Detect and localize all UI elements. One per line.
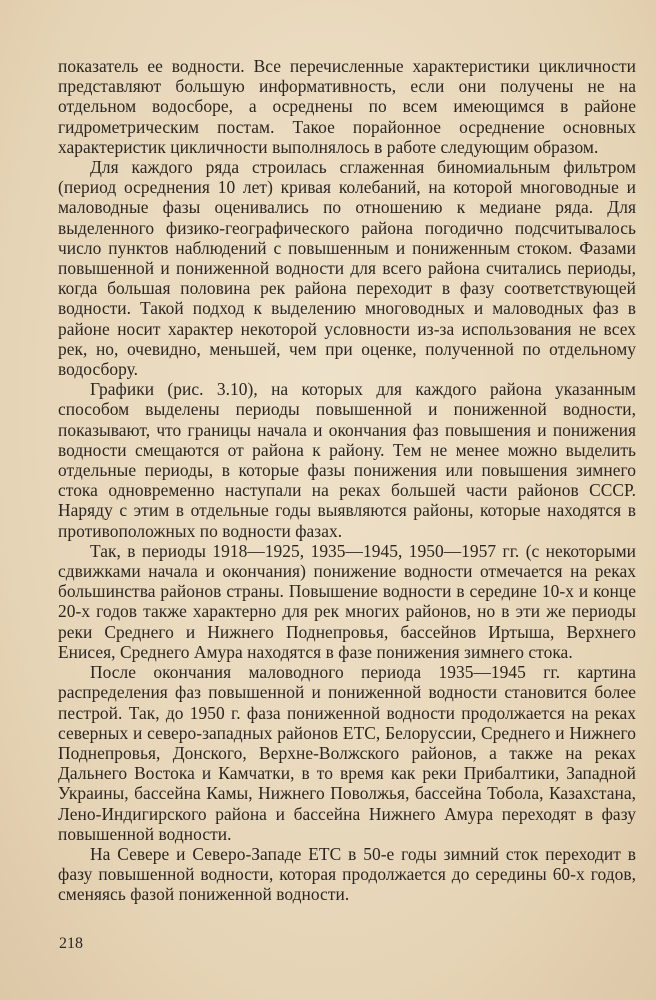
paragraph-4: Так, в периоды 1918—1925, 1935—1945, 1950—1957 гг. (с некоторыми сдвижками начала и окончания) понижение водности отмечается на реках большинства районов страны. Повышение водности в середине 10-х и конце 20-х годов также характерно для рек многих районов, но в эти же периоды реки Среднего и Нижнего Поднепровья, бассейнов Иртыша, Верхнего Енисея, Среднего Амура находятся в фазе понижения зимнего стока.	[58, 540, 636, 662]
paragraph-1: показатель ее водности. Все перечисленные характеристики цикличности представляют большую информативность, если они получены не на отдельном водосборе, а осреднены по всем имеющимся в районе гидрометрическим постам. Такое порайонное осреднение основных характеристик цикличности выполнялось в работе следующим образом.	[58, 56, 636, 157]
paragraph-2: Для каждого ряда строилась сглаженная биномиальным фильтром (период осреднения 10 лет) кривая колебаний, на которой многоводные и маловодные фазы оценивались по отношению к медиане ряда. Для выделенного физико-географического района погодично подсчитывалось число пунктов наблюдений с повышенным и пониженным стоком. Фазами повышенной и пониженной водности для всего района считались периоды, когда большая половина рек района переходит в фазу соответствующей водности. Такой подход к выделению многоводных и маловодных фаз в районе носит характер некоторой условности из-за использования не всех рек, но, очевидно, меньшей, чем при оценке, полученной по отдельному водосбору.	[58, 157, 636, 380]
paragraph-3: Графики (рис. 3.10), на которых для каждого района указанным способом выделены периоды повышенной и пониженной водности, показывают, что границы начала и окончания фаз повышения и понижения водности смещаются от района к району. Тем не менее можно выделить отдельные периоды, в которые фазы понижения или повышения зимнего стока одновременно наступали на реках большей части районов СССР. Наряду с этим в отдельные годы выявляются районы, которые находятся в противоположных по водности фазах.	[58, 379, 636, 541]
body-text	[58, 56, 636, 905]
page-number: 218	[59, 935, 83, 952]
paragraph-6: На Севере и Северо-Западе ЕТС в 50-е годы зимний сток переходит в фазу повышенной водности, которая продолжается до середины 60-х годов, сменяясь фазой пониженной водности.	[58, 843, 636, 905]
paragraph-5: После окончания маловодного периода 1935—1945 гг. картина распределения фаз повышенной и пониженной водности становится более пестрой. Так, до 1950 г. фаза пониженной водности продолжается на реках северных и северо-западных районов ЕТС, Белоруссии, Среднего и Нижнего Поднепровья, Донского, Верхне-Волжского районов, а также на реках Дальнего Востока и Камчатки, в то время как реки Прибалтики, Западной Украины, бассейна Камы, Нижнего Поволжья, бассейна Тобола, Казахстана, Лено-Индигирского района и бассейна Нижнего Амура переходят в фазу повышенной водности.	[58, 662, 636, 844]
